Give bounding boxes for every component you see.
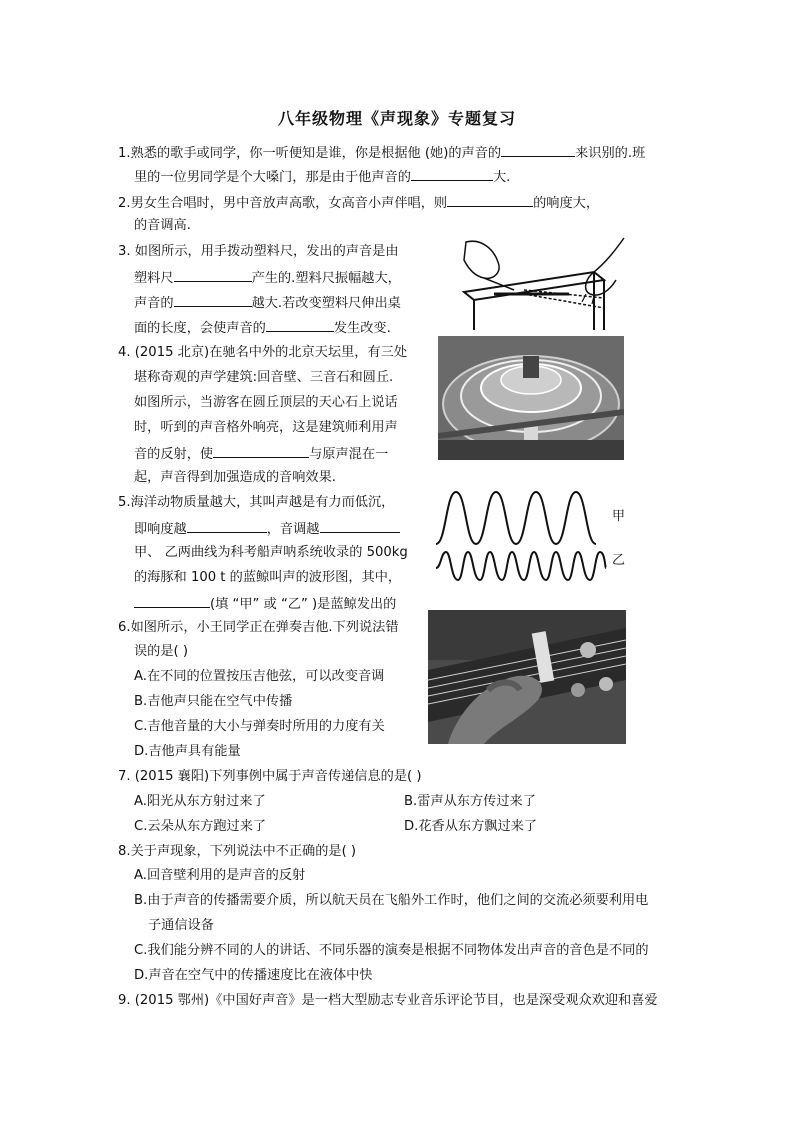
q3-line-3 [134,293,401,313]
q4-blank-1 [213,444,309,458]
q3-text-a: 塑料尺 [134,271,174,286]
q3-text-f: 发生改变. [333,321,391,336]
q5-blank-3 [134,594,210,608]
q3-blank-2 [174,293,252,307]
q8-option-c: C.我们能分辨不同的人的讲话、不同乐器的演奏是根据不同物体发出声音的音色是不同的 [134,943,649,958]
q7-option-c: C.云朵从东方跑过来了 [134,819,267,834]
q6-line-2: 误的是( ) [134,644,189,659]
q1-line-1 [118,143,645,163]
q4-text-b: 与原声混在一 [309,447,389,462]
q5-text-b: ，音调越 [266,522,320,537]
q3-blank-1 [174,268,252,282]
q5-line-4: 的海豚和 100 t 的蓝鲸叫声的波形图，其中， [134,570,402,585]
q3-text-b: 产生的.塑料尺振幅越大， [251,271,401,286]
q2-text-a: 2.男女生合唱时，男中音放声高歌，女高音小声伴唱，则 [118,196,448,211]
q8-option-d: D.声音在空气中的传播速度比在液体中快 [134,968,373,983]
q4-line-1: 4. (2015 北京)在驰名中外的北京天坛里，有三处 [118,345,408,360]
q6-option-b: B.吉他声只能在空气中传播 [134,694,293,709]
q3-line-2 [134,268,401,288]
q3-text-d: 越大.若改变塑料尺伸出桌 [251,296,401,311]
guitar-photo [428,610,626,744]
q6-line-1: 6.如图所示，小王同学正在弹奏吉他.下列说法错 [118,620,399,635]
q6-option-a: A.在不同的位置按压吉他弦，可以改变音调 [134,669,385,684]
q3-blank-3 [266,318,334,332]
q8-option-b-line-1: B.由于声音的传播需要介质，所以航天员在飞船外工作时，他们之间的交流必须要利用电 [134,893,649,908]
q7-stem: 7. (2015 襄阳)下列事例中属于声音传递信息的是( ) [118,769,422,784]
q2-line-1 [118,193,599,213]
q1-blank-2 [411,167,493,181]
q3-line-4 [134,318,391,338]
q3-line-1: 3. 如图所示，用手拨动塑料尺，发出的声音是由 [118,244,399,259]
q1-text-c: 里的一位男同学是个大嗓门，那是由于他声音的 [134,170,411,185]
q5-text-c: (填 “甲” 或 “乙” )是蓝鲸发出的 [210,597,397,612]
q8-option-b-line-2: 子通信设备 [148,918,214,933]
q5-line-1: 5.海洋动物质量越大，其叫声越是有力而低沉， [118,495,395,510]
q2-line-2: 的音调高. [134,218,191,233]
q4-line-6: 起，声音得到加强造成的音响效果. [134,470,337,485]
wave-yi [436,552,606,580]
q4-line-5 [134,444,388,464]
q5-line-3: 甲、 乙两曲线为科考船声呐系统收录的 500kg [134,545,408,560]
wave-label-yi: 乙 [612,553,626,568]
q1-blank-1 [501,143,575,157]
q4-text-a: 音的反射，使 [134,447,214,462]
q7-option-a: A.阳光从东方射过来了 [134,794,266,809]
q3-text-e: 面的长度，会使声音的 [134,321,266,336]
q1-line-2 [134,167,510,187]
q1-text-a: 1.熟悉的歌手或同学，你一听便知是谁，你是根据他 (她)的声音的 [118,146,502,161]
q9-line-1: 9. (2015 鄂州)《中国好声音》是一档大型励志专业音乐评论节目，也是深受观众欢迎和喜爱 [118,993,658,1008]
q2-text-b: 的响度大， [533,196,600,211]
wave-label-jia: 甲 [612,509,626,524]
q8-option-a: A.回音壁利用的是声音的反射 [134,868,306,883]
q4-line-3: 如图所示，当游客在圆丘顶层的天心石上说话 [134,395,398,410]
q5-blank-2 [320,519,400,533]
q1-text-d: 大. [492,170,511,185]
q4-line-4: 时，听到的声音格外响亮，这是建筑师利用声 [134,420,398,435]
circular-mound-photo [438,336,624,460]
q5-line-5 [134,594,396,614]
q3-text-c: 声音的 [134,296,174,311]
q5-line-2 [134,519,400,539]
q7-option-b: B.雷声从东方传过来了 [404,794,536,809]
wave-jia [436,492,596,544]
q6-option-c: C.吉他音量的大小与弹奏时所用的力度有关 [134,719,385,734]
q2-blank-1 [447,193,533,207]
waveform-figure [432,484,632,588]
page-title: 八年级物理《声现象》专题复习 [277,109,516,128]
q6-option-d: D.吉他声具有能量 [134,744,241,759]
q4-line-2: 堪称奇观的声学建筑:回音壁、三音石和圆丘. [134,370,394,385]
q5-text-a: 即响度越 [134,522,187,537]
ruler-vibration-figure [454,232,632,332]
q8-stem: 8.关于声现象，下列说法中不正确的是( ) [118,844,357,859]
q1-text-b: 来识别的.班 [575,146,646,161]
q7-option-d: D.花香从东方飘过来了 [404,819,538,834]
q5-blank-1 [187,519,267,533]
